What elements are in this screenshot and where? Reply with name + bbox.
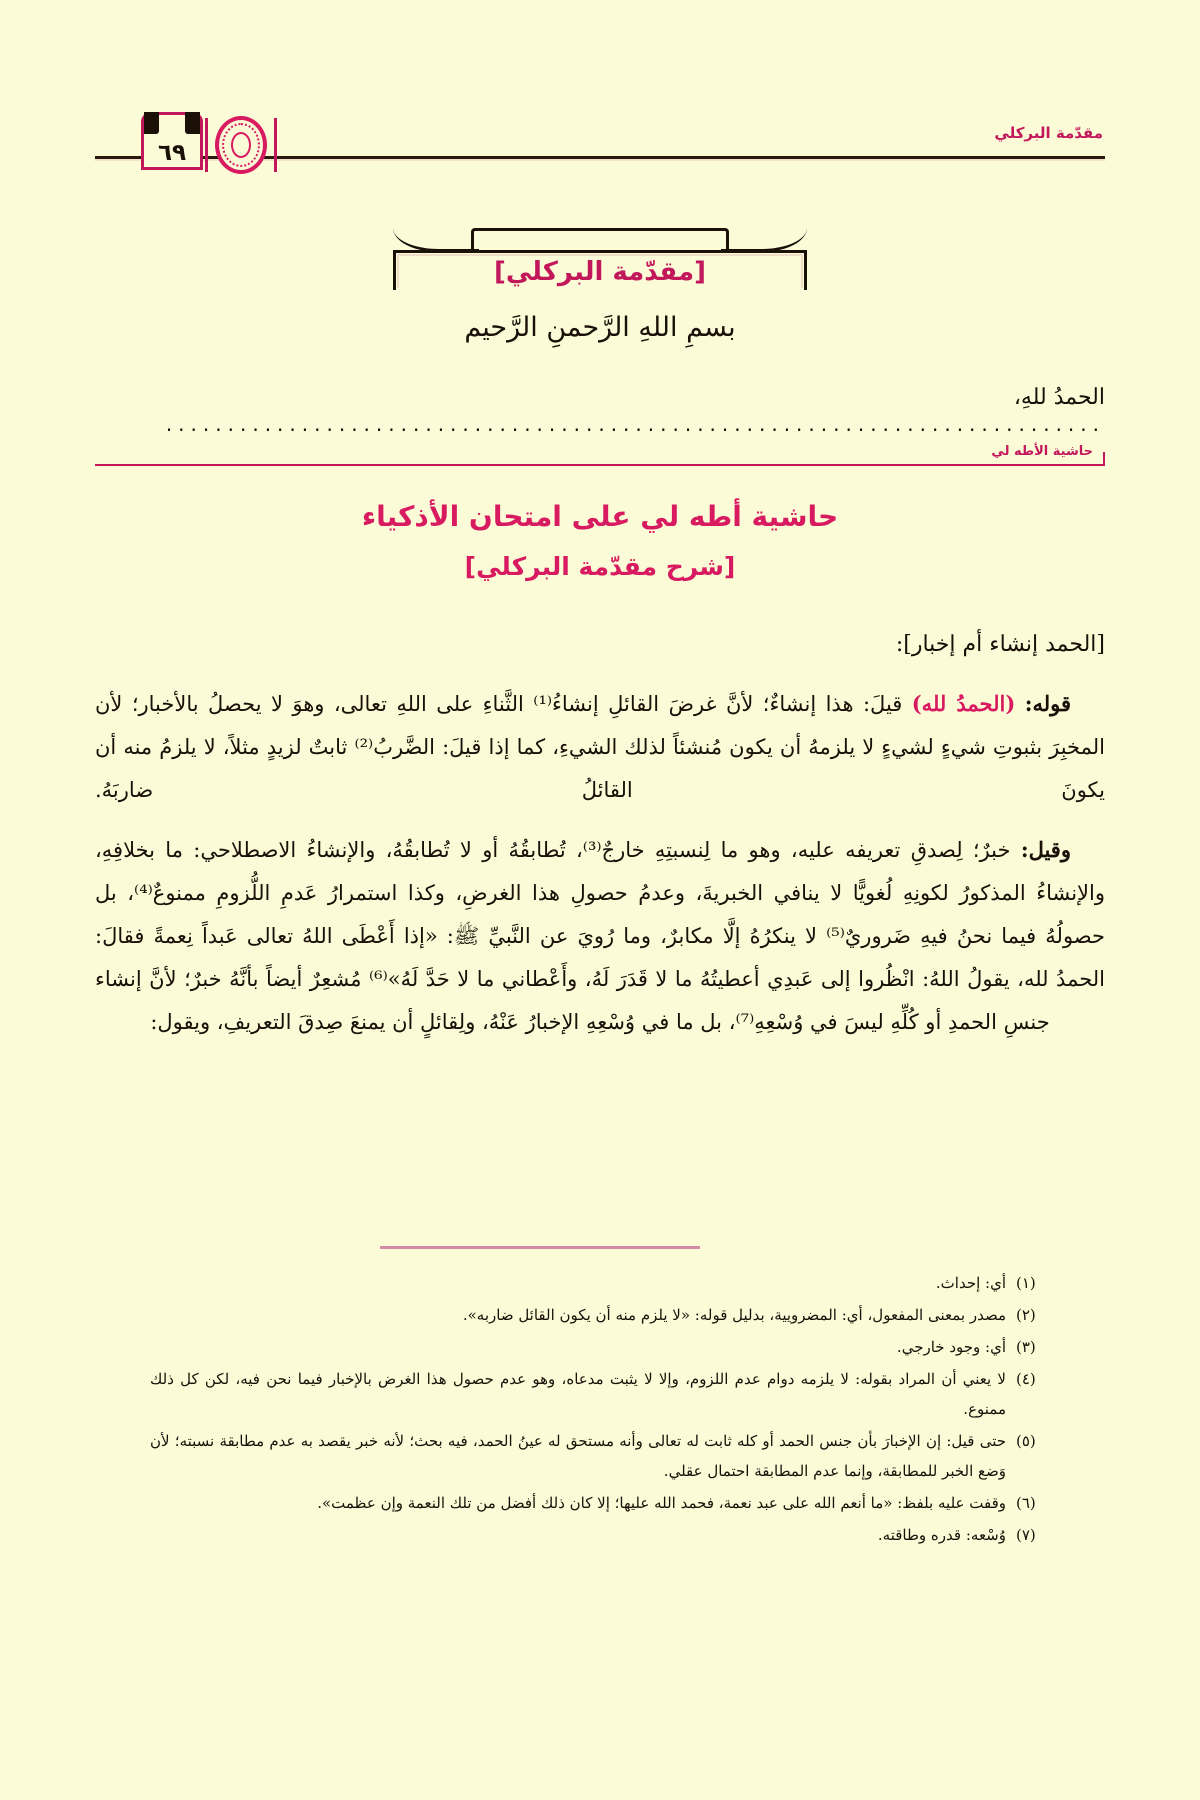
footnote-number: (٧)	[1016, 1526, 1036, 1544]
cartouche-frame	[385, 228, 815, 290]
footnote-number: (٦)	[1016, 1494, 1036, 1512]
footnote-text: حتى قيل: إن الإخبارَ بأن جنس الحمد أو كله ثابت له تعالى وأنه مستحق له عينُ الحمد، فيه بحث؛ لأنه خبر يقصد به عدم مطابقة نسبته؛ لأن وَضع الخبر للمطابقة، وإنما عدم المطابقة احتمال عقلي.	[150, 1432, 1006, 1480]
footnote-list	[150, 1268, 1050, 1552]
paragraph-1-lead-quote: (الحمدُ لله)	[911, 691, 1016, 716]
footnote-number: (٥)	[1016, 1432, 1036, 1450]
footnote-text: وقفت عليه بلفظ: «ما أنعم الله على عبد نعمة، فحمد الله عليها؛ إلا كان ذلك أفضل من تلك النعمة وإن عظمت».	[317, 1494, 1006, 1512]
section-heading: [الحمد إنشاء أم إخبار]:	[895, 632, 1105, 657]
footnote-item	[150, 1268, 1050, 1298]
footnote-item	[150, 1426, 1050, 1486]
footnote-number: (٣)	[1016, 1338, 1036, 1356]
cartouche-wing-left	[393, 228, 479, 252]
folio-notch-right-icon	[185, 112, 200, 134]
paragraph-1	[95, 682, 1105, 812]
title-cartouche	[0, 228, 1200, 290]
cartouche-top	[471, 228, 729, 250]
commentary-divider-line	[95, 464, 1105, 466]
footnote-number: (١)	[1016, 1274, 1036, 1292]
footnote-text: وُسْعه: قدره وطاقته.	[877, 1526, 1006, 1544]
paragraph-1-lead-label: قوله:	[1024, 691, 1071, 716]
commentary-sub-heading: [شرح مقدّمة البركلي]	[464, 552, 736, 581]
footnote-item	[150, 1300, 1050, 1330]
page-header	[95, 118, 1105, 178]
matn-dot-leader: ............................................................................	[165, 412, 1105, 432]
rosette-ornament-icon	[215, 116, 267, 174]
cartouche-wing-right	[721, 228, 807, 252]
footnote-item	[150, 1488, 1050, 1518]
footnote-text: أي: إحداث.	[935, 1274, 1006, 1292]
body-text	[95, 682, 1105, 1060]
commentary-main-heading: حاشية أطه لي على امتحان الأذكياء	[361, 500, 839, 533]
footnote-number: (٤)	[1016, 1370, 1036, 1388]
rosette-ring-core	[231, 132, 251, 158]
footnote-item	[150, 1332, 1050, 1362]
paragraph-2	[95, 828, 1105, 1044]
basmala-line: بسمِ اللهِ الرَّحمنِ الرَّحيم	[464, 312, 736, 343]
commentary-divider-label: حاشية الأطه لي	[987, 444, 1097, 459]
footnote-item	[150, 1520, 1050, 1550]
commentary-divider-tick	[1103, 452, 1105, 466]
footnote-item	[150, 1364, 1050, 1424]
paragraph-1-text: قيلَ: هذا إنشاءٌ؛ لأنَّ غرضَ القائلِ إنشاءُ⁽¹⁾ الثَّناءِ على اللهِ تعالى، وهوَ لا يحصلُ بالأخبار؛ لأن المخبِرَ بثبوتِ شيءٍ لشيءٍ لا يلزمهُ أن يكون مُنشئاً لذلك الشيءِ، كما إذا قيلَ: الضَّربُ⁽²⁾ ثابتٌ لزيدٍ مثلاً، لا يلزمُ منه أن يكونَ القائلُ ضاربَهُ.	[95, 692, 1105, 802]
folio-shield	[141, 112, 203, 170]
folio-notch-left-icon	[144, 112, 159, 134]
cartouche-title: [مقدّمة البركلي]	[493, 257, 706, 287]
footnote-number: (٢)	[1016, 1306, 1036, 1324]
rosette-bar-right	[274, 118, 277, 172]
paragraph-2-text: خبرٌ؛ لِصدقِ تعريفه عليه، وهو ما لِنسبتِهِ خارجٌ⁽³⁾، تُطابقُهُ أو لا تُطابقُهُ، والإنشاءُ الاصطلاحي: ما بخلافِهِ، والإنشاءُ المذكورُ لكونِهِ لُغويًّا لا ينافي الخبريةَ، وعدمُ حصولِ هذا الغرضِ، وكذا استمرارُ عَدمِ اللُّزومِ ممنوعٌ⁽⁴⁾، بل حصولُهُ فيما نحنُ فيهِ ضَروريٌ⁽⁵⁾ لا ينكرُهُ إلَّا مكابرٌ، وما رُويَ عن النَّبيِّ ﷺ: «إذا أَعْطَى اللهُ تعالى عَبداً نِعمةً فقالَ: الحمدُ لله، يقولُ اللهُ: انْظُروا إلى عَبدِي أعطيتُهُ ما لا قَدَرَ لَهُ، وأَعْطاني ما لا حَدَّ لَهُ»⁽⁶⁾ مُشعِرٌ أيضاً بأنَّهُ خبرٌ؛ لأنَّ إنشاء جنسِ الحمدِ أو كُلِّهِ ليسَ في وُسْعِهِ⁽⁷⁾، بل ما في وُسْعِهِ الإخبارُ عَنْهُ، ولِقائلٍ أن يمنعَ صِدقَ التعريفِ، ويقول:	[95, 838, 1106, 1034]
running-header-title: مقدّمة البركلي	[986, 124, 1105, 142]
footnote-separator	[380, 1246, 700, 1249]
footnote-text: لا يعني أن المراد بقوله: لا يلزمه دوام عدم اللزوم، وإلا لا يثبت مدعاه، وهو عدم حصول هذا الغرض بالإخبار فيما نحن فيه، لكن كل ذلك ممنوع.	[150, 1370, 1006, 1418]
rosette-bar-left	[205, 118, 208, 172]
paragraph-2-lead-label: وقيل:	[1020, 837, 1071, 862]
commentary-divider	[95, 444, 1105, 478]
footnote-text: أي: وجود خارجي.	[896, 1338, 1006, 1356]
matn-text: الحمدُ للهِ،	[1013, 385, 1105, 410]
footnote-text: مصدر بمعنى المفعول، أي: المضرويية، بدليل قوله: «لا يلزم منه أن يكون القائل ضاربه».	[462, 1306, 1006, 1324]
page-number: ٦٩	[157, 140, 187, 166]
